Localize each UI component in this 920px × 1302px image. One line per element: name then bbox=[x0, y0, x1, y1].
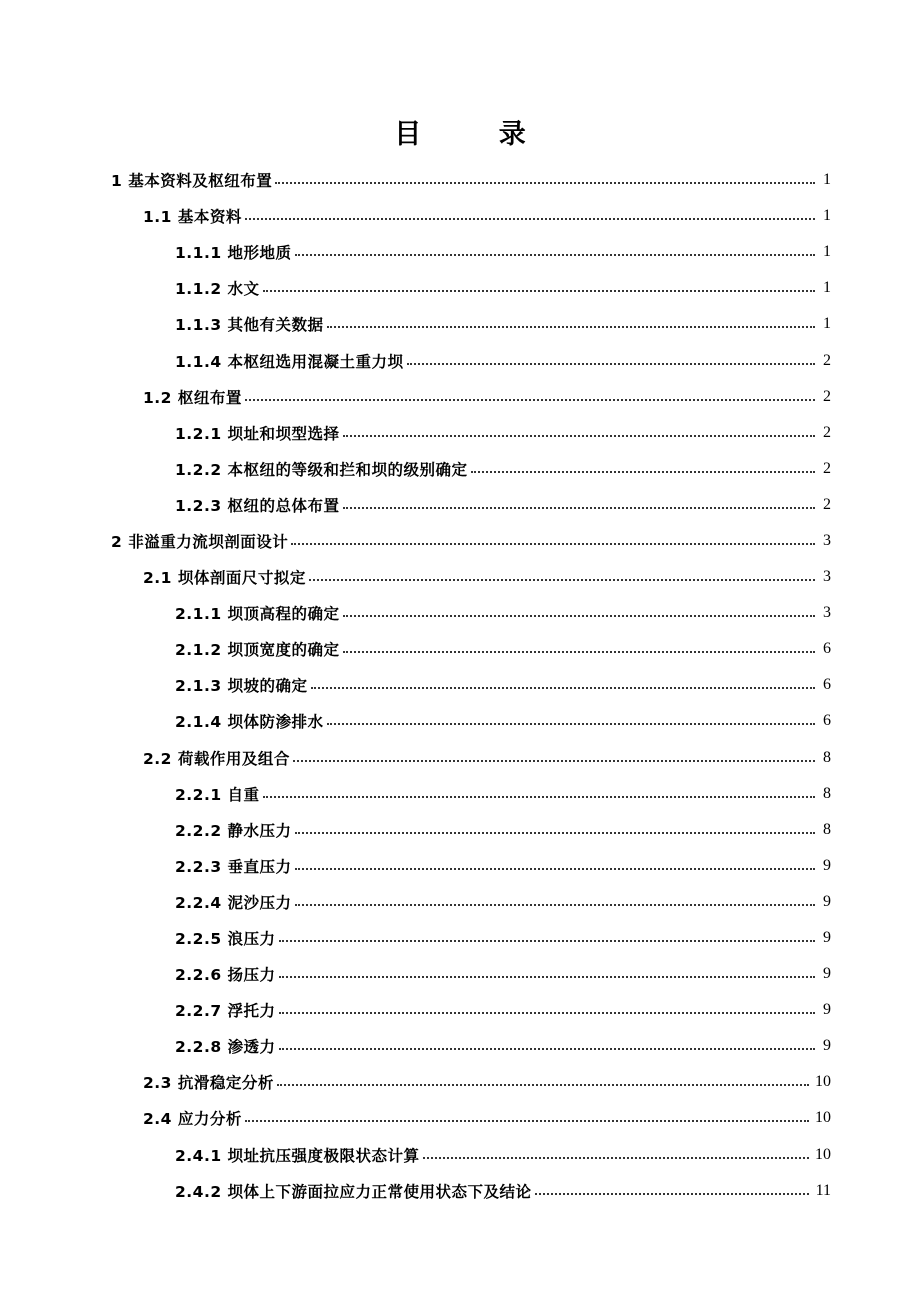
toc-entry[interactable] bbox=[0, 667, 920, 703]
toc-page-number: 2 bbox=[823, 387, 831, 405]
toc-entry-label bbox=[175, 494, 340, 516]
toc-entry[interactable] bbox=[0, 523, 920, 559]
toc-entry-number: 2.2.3 bbox=[175, 857, 222, 876]
toc-dot-leader bbox=[263, 796, 815, 798]
toc-entry[interactable] bbox=[0, 884, 920, 920]
toc-dot-leader bbox=[293, 760, 815, 762]
toc-entry-title: 自重 bbox=[227, 785, 260, 804]
toc-entry[interactable] bbox=[0, 1100, 920, 1136]
toc-page-number: 10 bbox=[815, 1073, 831, 1091]
toc-dot-leader bbox=[295, 868, 815, 870]
toc-entry-label bbox=[143, 1071, 274, 1093]
toc-entry-number: 1.1.1 bbox=[175, 244, 222, 263]
toc-entry-title: 浪压力 bbox=[227, 930, 276, 949]
toc-page-number: 2 bbox=[823, 459, 831, 477]
toc-entry-title: 坝顶高程的确定 bbox=[227, 605, 340, 624]
toc-entry-number: 1.1.2 bbox=[175, 280, 222, 299]
toc-entry-label bbox=[175, 1180, 532, 1202]
toc-page-number: 9 bbox=[823, 1037, 831, 1055]
toc-page-number: 9 bbox=[823, 856, 831, 874]
toc-entry-number: 2.1.2 bbox=[175, 641, 222, 660]
toc-entry-number: 1 bbox=[111, 172, 123, 191]
toc-page-number: 1 bbox=[823, 171, 831, 189]
toc-dot-leader bbox=[327, 326, 815, 328]
toc-entry-title: 其他有关数据 bbox=[227, 316, 324, 335]
toc-entry-number: 2.2.6 bbox=[175, 966, 222, 985]
toc-entry[interactable] bbox=[0, 342, 920, 378]
toc-page-number: 1 bbox=[823, 315, 831, 333]
toc-page-number: 8 bbox=[823, 820, 831, 838]
toc-dot-leader bbox=[295, 904, 815, 906]
toc-page-number: 2 bbox=[823, 351, 831, 369]
toc-entry-title: 坝体防渗排水 bbox=[227, 713, 324, 732]
toc-dot-leader bbox=[423, 1157, 809, 1159]
toc-dot-leader bbox=[343, 507, 815, 509]
toc-page-number: 1 bbox=[823, 207, 831, 225]
toc-entry-label bbox=[175, 277, 260, 299]
toc-entry-label bbox=[175, 638, 340, 660]
toc-entry-number: 2.2.4 bbox=[175, 893, 222, 912]
toc-entry[interactable] bbox=[0, 631, 920, 667]
toc-entry-title: 泥沙压力 bbox=[227, 893, 292, 912]
toc-entry-number: 1.2 bbox=[143, 388, 172, 407]
toc-entry-number: 1.2.2 bbox=[175, 460, 222, 479]
toc-dot-leader bbox=[309, 579, 815, 581]
toc-entry-label bbox=[175, 783, 260, 805]
toc-entry-number: 2.2.7 bbox=[175, 1002, 222, 1021]
toc-dot-leader bbox=[535, 1193, 809, 1195]
toc-entry-title: 渗透力 bbox=[227, 1038, 276, 1057]
toc-page-number: 6 bbox=[823, 712, 831, 730]
toc-entry[interactable] bbox=[0, 559, 920, 595]
toc-entry-title: 本枢纽的等级和拦和坝的级别确定 bbox=[227, 460, 468, 479]
toc-entry-number: 2.4 bbox=[143, 1110, 172, 1129]
toc-entry-number: 2.2.8 bbox=[175, 1038, 222, 1057]
toc-dot-leader bbox=[471, 471, 815, 473]
toc-entry-title: 基本资料 bbox=[177, 208, 242, 227]
toc-entry-label bbox=[175, 1035, 276, 1057]
toc-dot-leader bbox=[311, 687, 815, 689]
toc-dot-leader bbox=[279, 976, 815, 978]
toc-entry-number: 1.2.3 bbox=[175, 496, 222, 515]
toc-dot-leader bbox=[245, 218, 815, 220]
toc-dot-leader bbox=[245, 1120, 809, 1122]
toc-page-number: 9 bbox=[823, 892, 831, 910]
toc-entry-number: 2.4.1 bbox=[175, 1146, 222, 1165]
toc-entry-title: 抗滑稳定分析 bbox=[177, 1074, 274, 1093]
toc-dot-leader bbox=[327, 723, 815, 725]
toc-page-number: 11 bbox=[815, 1181, 831, 1199]
toc-entry-label bbox=[111, 530, 288, 552]
toc-entry-title: 本枢纽选用混凝土重力坝 bbox=[227, 352, 404, 371]
toc-page-number: 10 bbox=[815, 1145, 831, 1163]
toc-entry-label bbox=[175, 855, 292, 877]
toc-entry-label bbox=[175, 999, 276, 1021]
toc-entry[interactable] bbox=[0, 992, 920, 1028]
toc-page-number: 9 bbox=[823, 1001, 831, 1019]
toc-page-number: 6 bbox=[823, 676, 831, 694]
toc-entry[interactable] bbox=[0, 956, 920, 992]
toc-entry-number: 1.1 bbox=[143, 208, 172, 227]
toc-entry-number: 2 bbox=[111, 532, 123, 551]
toc-entry[interactable] bbox=[0, 270, 920, 306]
toc-entry-number: 2.1.3 bbox=[175, 677, 222, 696]
toc-entry-title: 坝顶宽度的确定 bbox=[227, 641, 340, 660]
toc-page-number: 9 bbox=[823, 929, 831, 947]
toc-entry-label bbox=[175, 422, 340, 444]
toc-entry-title: 浮托力 bbox=[227, 1002, 276, 1021]
toc-entry[interactable] bbox=[0, 776, 920, 812]
toc-entry-label bbox=[175, 458, 468, 480]
table-of-contents bbox=[0, 162, 920, 1209]
toc-dot-leader bbox=[343, 651, 815, 653]
toc-entry[interactable] bbox=[0, 162, 920, 198]
toc-entry-label bbox=[175, 350, 404, 372]
toc-entry[interactable] bbox=[0, 1064, 920, 1100]
toc-page-number: 2 bbox=[823, 423, 831, 441]
toc-page-number: 10 bbox=[815, 1109, 831, 1127]
toc-page-number: 3 bbox=[823, 531, 831, 549]
toc-entry-title: 应力分析 bbox=[177, 1110, 242, 1129]
toc-entry-title: 荷载作用及组合 bbox=[177, 749, 290, 768]
toc-entry[interactable] bbox=[0, 415, 920, 451]
toc-entry-number: 2.2.5 bbox=[175, 930, 222, 949]
toc-entry-title: 坝址和坝型选择 bbox=[227, 424, 340, 443]
toc-entry[interactable] bbox=[0, 306, 920, 342]
toc-entry[interactable] bbox=[0, 379, 920, 415]
toc-dot-leader bbox=[279, 940, 815, 942]
toc-entry[interactable] bbox=[0, 234, 920, 270]
toc-page-number: 3 bbox=[823, 568, 831, 586]
toc-entry[interactable] bbox=[0, 595, 920, 631]
toc-entry-label bbox=[175, 927, 276, 949]
toc-page-number: 2 bbox=[823, 495, 831, 513]
toc-entry-label bbox=[175, 313, 324, 335]
toc-entry-label bbox=[143, 386, 242, 408]
toc-entry-title: 枢纽布置 bbox=[177, 388, 242, 407]
toc-entry-number: 1.1.4 bbox=[175, 352, 222, 371]
toc-entry-label bbox=[175, 1144, 420, 1166]
toc-entry[interactable] bbox=[0, 487, 920, 523]
toc-entry-label bbox=[143, 1107, 242, 1129]
toc-entry-label bbox=[175, 710, 324, 732]
toc-entry-label bbox=[111, 169, 272, 191]
toc-page-number: 3 bbox=[823, 604, 831, 622]
toc-entry-title: 垂直压力 bbox=[227, 857, 292, 876]
toc-entry-label bbox=[143, 747, 290, 769]
toc-dot-leader bbox=[245, 399, 815, 401]
toc-entry-title: 坝坡的确定 bbox=[227, 677, 308, 696]
toc-entry[interactable] bbox=[0, 451, 920, 487]
toc-entry-label bbox=[143, 205, 242, 227]
toc-page-number: 8 bbox=[823, 784, 831, 802]
toc-entry-title: 坝体上下游面拉应力正常使用状态下及结论 bbox=[227, 1182, 532, 1201]
toc-dot-leader bbox=[263, 290, 815, 292]
toc-entry-number: 2.1.1 bbox=[175, 605, 222, 624]
toc-dot-leader bbox=[343, 435, 815, 437]
toc-page-number: 9 bbox=[823, 965, 831, 983]
toc-dot-leader bbox=[275, 182, 815, 184]
toc-entry-title: 枢纽的总体布置 bbox=[227, 496, 340, 515]
toc-dot-leader bbox=[407, 363, 815, 365]
toc-entry-title: 坝体剖面尺寸拟定 bbox=[177, 569, 306, 588]
toc-entry-number: 1.2.1 bbox=[175, 424, 222, 443]
toc-dot-leader bbox=[279, 1048, 815, 1050]
toc-entry-title: 水文 bbox=[227, 280, 260, 299]
toc-entry[interactable] bbox=[0, 1173, 920, 1209]
toc-dot-leader bbox=[295, 254, 815, 256]
toc-entry-title: 静水压力 bbox=[227, 821, 292, 840]
toc-entry-title: 非溢重力流坝剖面设计 bbox=[128, 532, 289, 551]
toc-dot-leader bbox=[279, 1012, 815, 1014]
toc-entry[interactable] bbox=[0, 848, 920, 884]
toc-entry-number: 2.1 bbox=[143, 569, 172, 588]
toc-entry-label bbox=[175, 602, 340, 624]
toc-entry-number: 2.1.4 bbox=[175, 713, 222, 732]
toc-dot-leader bbox=[291, 543, 815, 545]
toc-page-number: 6 bbox=[823, 640, 831, 658]
toc-entry[interactable] bbox=[0, 198, 920, 234]
toc-entry-title: 扬压力 bbox=[227, 966, 276, 985]
toc-entry-title: 基本资料及枢纽布置 bbox=[128, 172, 273, 191]
toc-entry-number: 1.1.3 bbox=[175, 316, 222, 335]
toc-dot-leader bbox=[343, 615, 815, 617]
toc-entry-number: 2.3 bbox=[143, 1074, 172, 1093]
toc-entry-label bbox=[175, 891, 292, 913]
toc-entry-label bbox=[175, 819, 292, 841]
page-title: 目 录 bbox=[394, 119, 560, 150]
toc-entry-label bbox=[175, 674, 308, 696]
toc-entry-title: 地形地质 bbox=[227, 244, 292, 263]
toc-entry[interactable] bbox=[0, 920, 920, 956]
toc-entry[interactable] bbox=[0, 1137, 920, 1173]
toc-entry-number: 2.2 bbox=[143, 749, 172, 768]
toc-page-number: 8 bbox=[823, 748, 831, 766]
toc-dot-leader bbox=[277, 1084, 809, 1086]
toc-page-number: 1 bbox=[823, 243, 831, 261]
toc-entry-title: 坝址抗压强度极限状态计算 bbox=[227, 1146, 420, 1165]
toc-entry[interactable] bbox=[0, 812, 920, 848]
toc-entry-label bbox=[143, 566, 306, 588]
toc-entry[interactable] bbox=[0, 703, 920, 739]
toc-entry-number: 2.4.2 bbox=[175, 1182, 222, 1201]
toc-entry[interactable] bbox=[0, 740, 920, 776]
toc-entry-label bbox=[175, 241, 292, 263]
toc-entry-number: 2.2.1 bbox=[175, 785, 222, 804]
toc-page-number: 1 bbox=[823, 279, 831, 297]
toc-entry-number: 2.2.2 bbox=[175, 821, 222, 840]
toc-dot-leader bbox=[295, 832, 815, 834]
toc-entry[interactable] bbox=[0, 1028, 920, 1064]
toc-entry-label bbox=[175, 963, 276, 985]
